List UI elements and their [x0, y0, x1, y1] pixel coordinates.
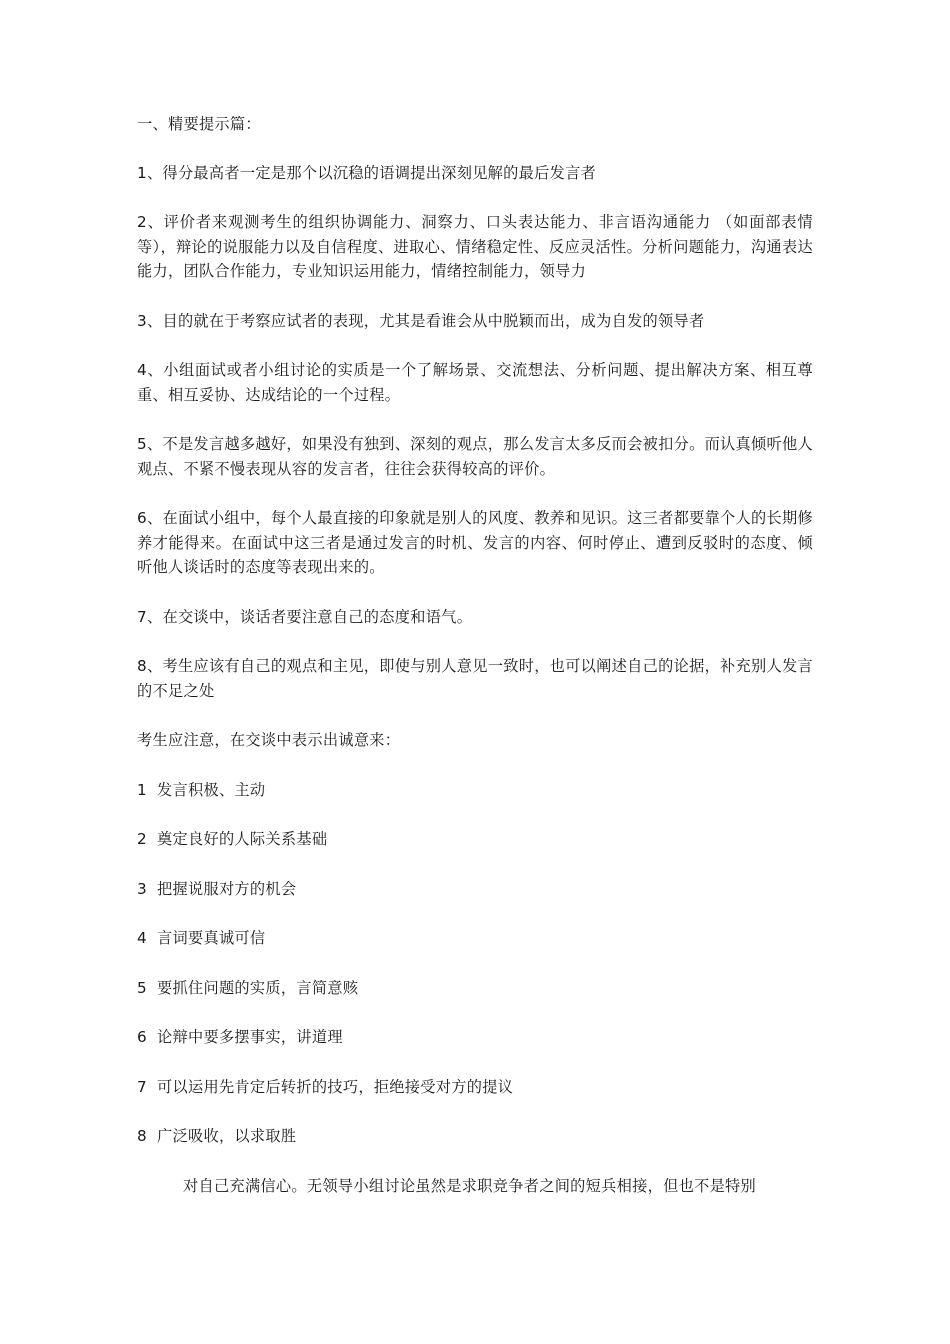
- point-2: 2、评价者来观测考生的组织协调能力、洞察力、口头表达能力、非言语沟通能力 （如面部表情等），辩论的说服能力以及自信程度、进取心、情绪稳定性、反应灵活性。分析问题能力，沟通表达能力，团队合作能力，专业知识运用能力，情绪控制能力，领导力: [137, 213, 813, 280]
- list-item: [137, 778, 813, 803]
- list-item-text: 要抓住问题的实质，言简意赅: [157, 978, 359, 997]
- list-item-text: 广泛吸收，以求取胜: [157, 1127, 297, 1145]
- list-item: [137, 926, 813, 951]
- list-item: [137, 1025, 813, 1050]
- sincerity-intro: 考生应注意，在交谈中表示出诚意来：: [137, 731, 401, 749]
- point-6: 6、在面试小组中，每个人最直接的印象就是别人的风度、教养和见识。这三者都要靠个人的长期修养才能得来。在面试中这三者是通过发言的时机、发言的内容、何时停止、遭到反驳时的态度、倾听他人谈话时的态度等表现出来的。: [137, 509, 813, 576]
- list-item-number: 6: [137, 1028, 147, 1046]
- point-3: 3、目的就在于考察应试者的表现，尤其是看谁会从中脱颖而出，成为自发的领导者: [137, 311, 705, 330]
- document-page: [137, 112, 813, 1223]
- point-4: 4、小组面试或者小组讨论的实质是一个了解场景、交流想法、分析问题、提出解决方案、相互尊重、相互妥协、达成结论的一个过程。: [137, 361, 813, 404]
- list-item-number: 2: [137, 830, 147, 848]
- list-item-text: 发言积极、主动: [157, 780, 266, 799]
- point-8: 8、考生应该有自己的观点和主见，即使与别人意见一致时，也可以阐述自己的论据，补充别人发言的不足之处: [137, 657, 813, 700]
- point-7: 7、在交谈中，谈话者要注意自己的态度和语气。: [137, 607, 473, 626]
- section-heading: 一、精要提示篇：: [137, 115, 261, 133]
- list-item-number: 3: [137, 879, 147, 898]
- list-item: [137, 877, 813, 902]
- list-item-number: 1: [137, 780, 147, 799]
- list-item: [137, 1075, 813, 1100]
- list-item: [137, 827, 813, 852]
- list-item-number: 7: [137, 1077, 147, 1096]
- list-item-number: 8: [137, 1127, 147, 1145]
- closing-paragraph: 对自己充满信心。无领导小组讨论虽然是求职竞争者之间的短兵相接，但也不是特别: [183, 1176, 757, 1195]
- list-item-text: 可以运用先肯定后转折的技巧，拒绝接受对方的提议: [157, 1077, 514, 1096]
- point-5: 5、不是发言越多越好，如果没有独到、深刻的观点，那么发言太多反而会被扣分。而认真倾听他人观点、不紧不慢表现从容的发言者，往往会获得较高的评价。: [137, 435, 813, 478]
- list-item-number: 5: [137, 978, 147, 997]
- list-item: [137, 976, 813, 1001]
- list-item: [137, 1124, 813, 1149]
- list-item-text: 把握说服对方的机会: [157, 879, 297, 898]
- list-item-number: 4: [137, 929, 147, 947]
- point-1: 1、得分最高者一定是那个以沉稳的语调提出深刻见解的最后发言者: [137, 163, 597, 182]
- list-item-text: 论辩中要多摆事实，讲道理: [157, 1028, 343, 1046]
- list-item-text: 言词要真诚可信: [157, 929, 266, 947]
- list-item-text: 奠定良好的人际关系基础: [157, 830, 328, 848]
